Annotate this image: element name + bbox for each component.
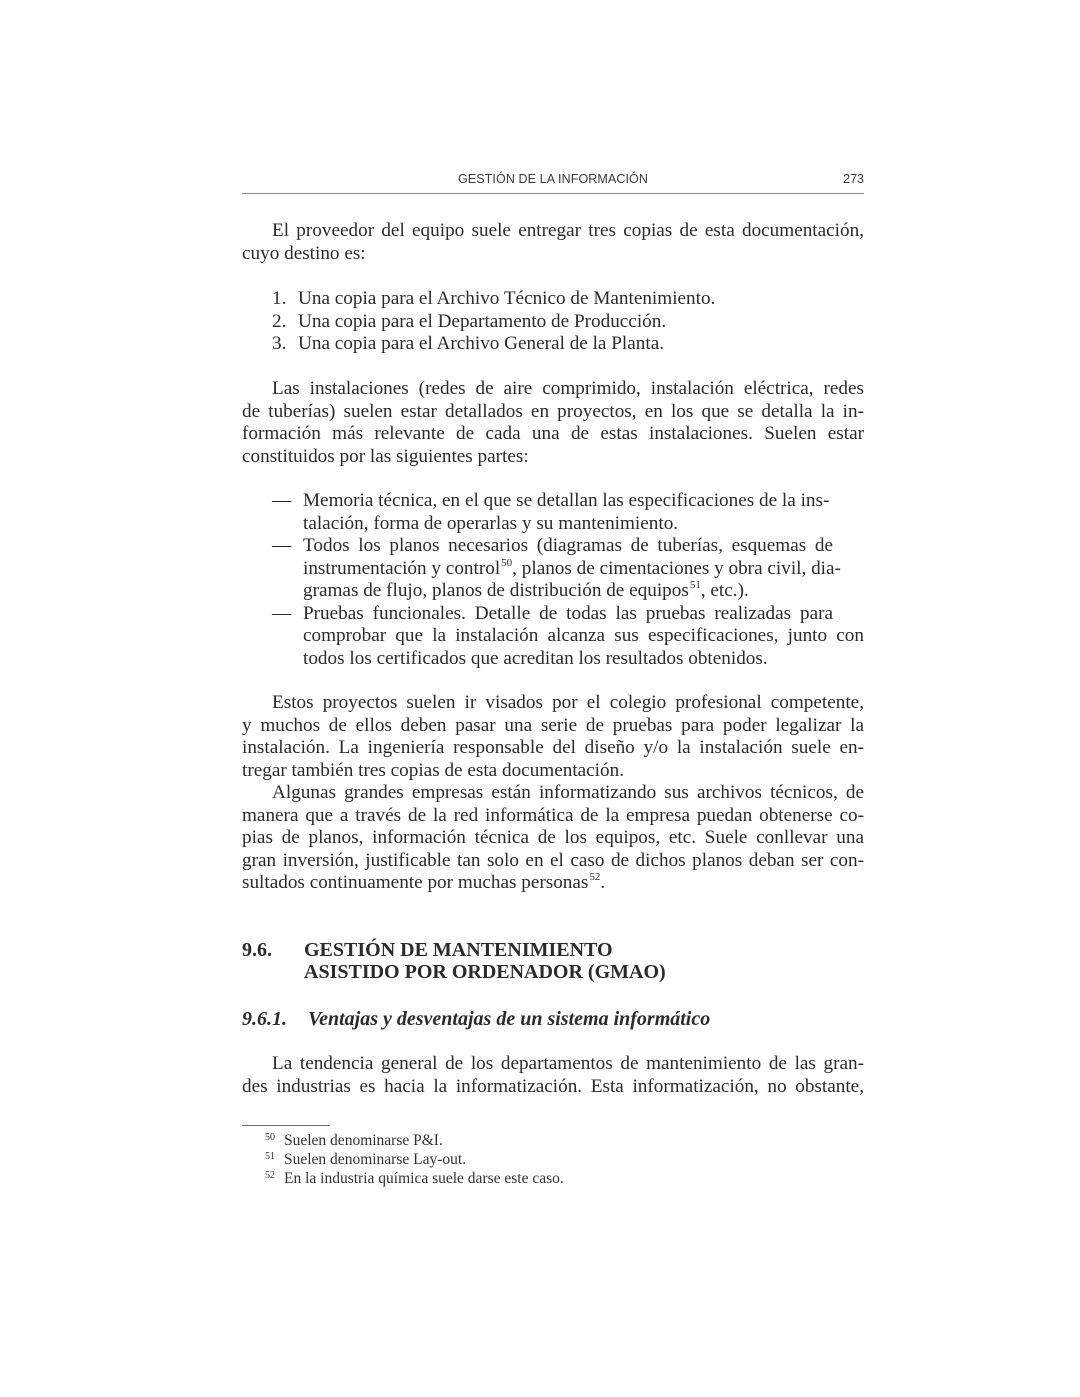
paragraph-text: . — [600, 872, 606, 893]
list-number: 1. — [272, 288, 287, 309]
footnote-ref-50[interactable]: 50 — [501, 557, 513, 569]
section-title-line-1: GESTIÓN DE MANTENIMIENTO — [304, 939, 613, 961]
running-title: GESTIÓN DE LA INFORMACIÓN — [457, 172, 649, 186]
numbered-list-item — [272, 288, 864, 311]
dash-item-text: gramas de flujo, planos de distribución de equipos — [303, 580, 689, 601]
dash-item-text: , etc.). — [700, 580, 749, 601]
subsection-heading — [242, 1008, 710, 1031]
footnote-number: 51 — [265, 1151, 275, 1162]
paragraph-4-line: pias de planos, información técnica de los equipos, etc. Suele conllevar una — [242, 827, 864, 848]
paragraph-3-line: instalación. La ingeniería responsable del diseño y/o la instalación suele en- — [242, 737, 864, 758]
header-rule — [242, 193, 864, 194]
list-number: 2. — [272, 311, 287, 332]
paragraph-text: sultados continuamente por muchas personas — [242, 872, 589, 893]
dash-list-item — [272, 535, 864, 558]
paragraph-2-line: constituidos por las siguientes partes: — [242, 446, 529, 467]
section-heading — [242, 939, 613, 962]
list-item-text: Una copia para el Archivo General de la Planta. — [298, 333, 665, 354]
dash-item-text: instrumentación y control — [303, 558, 501, 579]
paragraph-2-line: Las instalaciones (redes de aire comprimido, instalación eléctrica, redes — [272, 378, 864, 399]
dash-item-text: Memoria técnica, en el que se detallan las especificaciones de la ins- — [303, 490, 830, 511]
footnote-text: Suelen denominarse Lay-out. — [284, 1151, 467, 1168]
footnote-52 — [265, 1169, 564, 1190]
footnote-text: En la industria química suele darse este caso. — [284, 1170, 564, 1187]
footnote-number: 50 — [265, 1132, 275, 1143]
paragraph-4-line: Algunas grandes empresas están informatizando sus archivos técnicos, de — [272, 782, 864, 803]
dash-item-continuation: talación, forma de operarlas y su mantenimiento. — [303, 513, 679, 534]
dash-item-text: Pruebas funcionales. Detalle de todas las pruebas realizadas para — [303, 603, 833, 624]
subsection-number: 9.6.1. — [242, 1008, 287, 1030]
dash-item-continuation — [303, 580, 864, 605]
dash-list-item — [272, 603, 864, 626]
dash-list-item — [272, 490, 864, 513]
paragraph-3-line: Estos proyectos suelen ir visados por el colegio profesional competente, — [272, 692, 864, 713]
subsection-title: Ventajas y desventajas de un sistema informático — [308, 1008, 711, 1030]
paragraph-5-line: La tendencia general de los departamentos de mantenimiento de las gran- — [272, 1053, 864, 1074]
dash-item-text: , planos de cimentaciones y obra civil, dia- — [512, 558, 841, 579]
list-number: 3. — [272, 333, 287, 354]
dash-item-text: Todos los planos necesarios (diagramas de tuberías, esquemas de — [303, 535, 833, 556]
list-item-text: Una copia para el Departamento de Producción. — [298, 311, 667, 332]
paragraph-4-line — [242, 872, 864, 897]
paragraph-5-line: des industrias es hacia la informatización. Esta informatización, no obstante, — [242, 1076, 864, 1097]
paragraph-1-line: El proveedor del equipo suele entregar tres copias de esta documentación, — [272, 220, 864, 241]
footnote-51 — [265, 1150, 466, 1171]
running-header — [242, 172, 864, 190]
paragraph-3-line: tregar también tres copias de esta documentación. — [242, 760, 624, 781]
footnote-ref-52[interactable]: 52 — [589, 871, 601, 883]
paragraph-1-line: cuyo destino es: — [242, 243, 366, 264]
paragraph-2-line: de tuberías) suelen estar detallados en proyectos, en los que se detalla la in- — [242, 401, 864, 422]
em-dash-bullet: — — [272, 603, 292, 624]
footnote-number: 52 — [265, 1170, 275, 1181]
footnote-ref-51[interactable]: 51 — [689, 579, 701, 591]
list-item-text: Una copia para el Archivo Técnico de Mantenimiento. — [298, 288, 716, 309]
footnote-50 — [265, 1131, 443, 1152]
paragraph-3-line: y muchos de ellos deben pasar una serie de pruebas para poder legalizar la — [242, 715, 864, 736]
dash-item-continuation — [303, 558, 864, 583]
footnote-rule — [242, 1125, 330, 1126]
page-number: 273 — [843, 172, 864, 186]
footnote-text: Suelen denominarse P&I. — [284, 1132, 443, 1149]
em-dash-bullet: — — [272, 535, 292, 556]
paragraph-4-line: manera que a través de la red informática de la empresa puedan obtenerse co- — [242, 805, 864, 826]
em-dash-bullet: — — [272, 490, 292, 511]
numbered-list-item — [272, 311, 864, 334]
dash-item-continuation: todos los certificados que acreditan los resultados obtenidos. — [303, 648, 768, 669]
paragraph-2-line: formación más relevante de cada una de estas instalaciones. Suelen estar — [242, 423, 864, 444]
numbered-list-item — [272, 333, 864, 356]
section-title-line-2: ASISTIDO POR ORDENADOR (GMAO) — [304, 961, 666, 983]
section-number: 9.6. — [242, 939, 272, 961]
dash-item-continuation: comprobar que la instalación alcanza sus especificaciones, junto con — [303, 625, 864, 646]
paragraph-4-line: gran inversión, justificable tan solo en el caso de dichos planos deban ser con- — [242, 850, 864, 871]
